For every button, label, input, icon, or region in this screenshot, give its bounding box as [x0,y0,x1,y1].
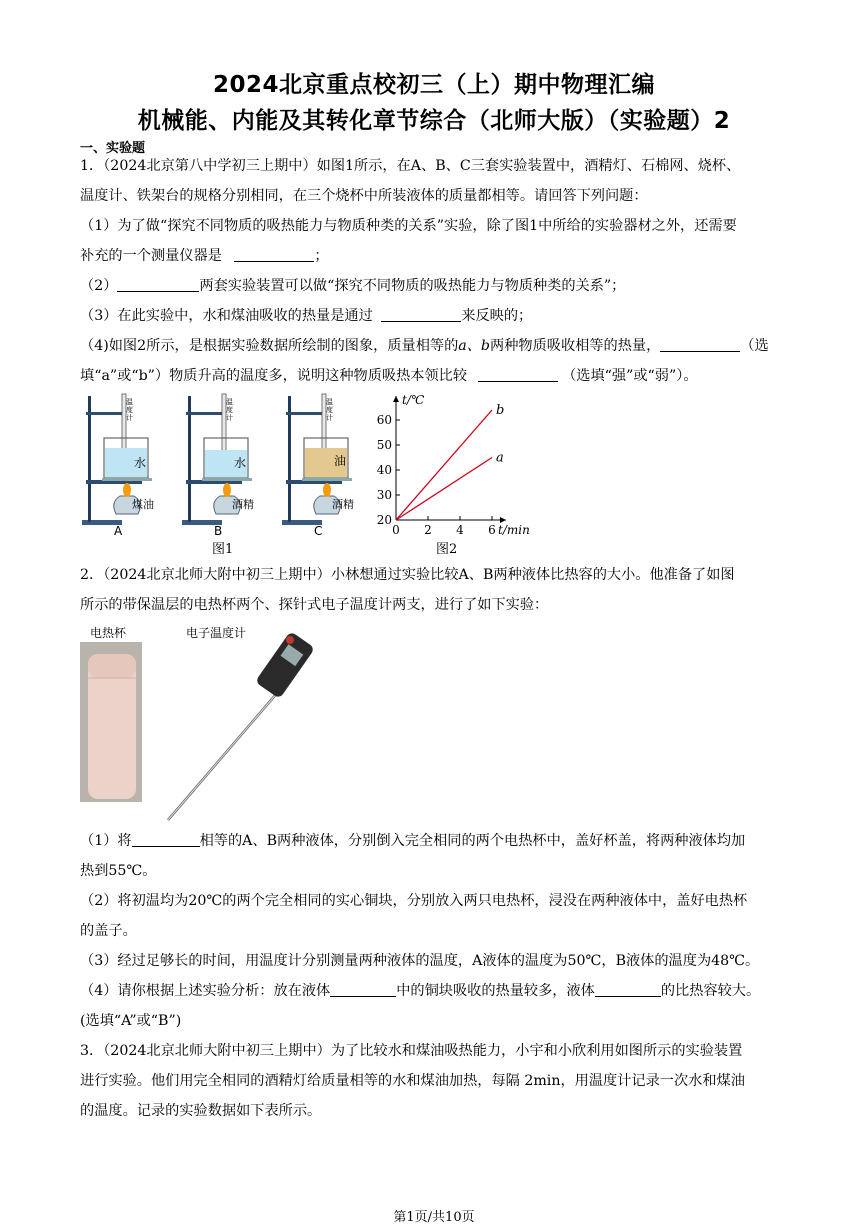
q2-part4-line-2: (选填“A”或“B”) [80,1013,182,1029]
x-tick-label: 6 [488,523,496,537]
q1-part1-end: ； [314,248,329,264]
apparatus-a-fuel-label: 煤油 [132,498,154,511]
q1-part3-text: （3）在此实验中，水和煤油吸收的热量是通过 [80,308,373,324]
chart-ticks [377,413,496,537]
apparatus-b-letter: B [214,524,223,538]
q1-part2 [80,277,792,295]
q1-part3-end: 来反映的； [461,308,533,324]
apparatus-c-fuel-label: 酒精 [332,498,354,511]
title-line-2: 机械能、内能及其转化章节综合（北师大版）（实验题）2 [137,108,731,134]
q2-part4-line-1 [80,982,792,1000]
chart-axes [393,393,530,537]
q1-part1-line-2 [80,247,792,265]
q3-line-1: 3．（2024北京北师大附中初三上期中）为了比较水和煤油吸热能力，小宇和小欣利用如图所示的实验装置 [80,1043,743,1059]
y-tick-label: 40 [376,463,392,477]
q1-part4-text-2: 填“a”或“b”）物质升高的温度多，说明这种物质吸热本领比较 [80,368,468,384]
series-label-b: b [496,403,505,418]
apparatus-c-letter: C [314,524,323,538]
q1-part4-end-2: （选填“强”或“弱”）。 [562,368,698,384]
electronic-thermometer-icon [168,631,315,820]
answer-blank[interactable] [234,247,314,262]
y-axis-label: t/℃ [402,393,425,407]
q1-part1-line-1: （1）为了做“探究不同物质的吸热能力与物质种类的关系”实验，除了图1中所给的实验器材之外，还需要 [80,218,737,234]
q1-part2-text: 两套实验装置可以做“探究不同物质的吸热能力与物质种类的关系”； [199,278,626,294]
q2-part4-end: 的比热容较大。 [660,983,761,999]
y-axis-arrow [393,396,399,402]
q3-line-2: 进行实验。他们用完全相同的酒精灯给质量相等的水和煤油加热，每隔 2min，用温度计记录一次水和煤油 [80,1073,745,1089]
answer-blank[interactable] [381,307,461,322]
electric-cup-label: 电热杯 [90,626,127,640]
x-tick-label: 0 [392,523,400,537]
figure-2-caption: 图2 [436,542,458,557]
apparatus-b-fuel-label: 酒精 [232,498,254,511]
q1-line-1: 1．（2024北京第八中学初三上期中）如图1所示，在A、B、C三套实验装置中，酒精灯、石棉网、烧杯、 [80,158,741,174]
q2-part1-text: （1）将 [80,833,132,849]
series-line-b [396,410,492,520]
q1-part4-mid: 两种物质吸收相等的热量， [490,338,661,354]
q2-part1-text-2: 相等的A、B两种液体，分别倒入完全相同的两个电热杯中，盖好杯盖，将两种液体均加 [199,833,746,849]
answer-blank[interactable] [330,982,396,997]
q2-figure [80,642,370,822]
q3-line-3: 的温度。记录的实验数据如下表所示。 [80,1103,322,1119]
q1-part3 [80,307,792,325]
q2-part2-line-2: 的盖子。 [80,923,137,939]
electronic-thermometer-label: 电子温度计 [186,626,247,640]
y-tick-label: 20 [376,513,392,527]
apparatus-a-thermometer-label: 温度计 [126,398,133,422]
q1-part4-text: （4)如图2所示，是根据实验数据所绘制的图象，质量相等的 [80,338,459,354]
y-tick-label: 30 [376,488,392,502]
apparatus-c-liquid-label: 油 [334,454,347,468]
apparatus-b-thermometer-label: 温度计 [226,398,233,422]
q1-part4-line-2 [80,367,792,385]
apparatus-a-letter: A [114,524,123,538]
q2-line-1: 2．（2024北京北师大附中初三上期中）小林想通过实验比较A、B两种液体比热容的大小。他准备了如图 [80,567,735,583]
page-footer: 第1页/共10页 [393,1210,475,1225]
answer-blank[interactable] [595,982,661,997]
q2-part3: （3）经过足够长的时间，用温度计分别测量两种液体的温度，A液体的温度为50℃，B液体的温度为48℃。 [80,953,760,969]
x-tick-label: 2 [424,523,432,537]
y-tick-label: 50 [376,438,392,452]
q2-part1-line-2: 热到55℃。 [80,863,157,879]
q2-part2-line-1: （2）将初温均为20℃的两个完全相同的实心铜块，分别放入两只电热杯，浸没在两种液体中，盖好电热杯 [80,893,748,909]
q1-part1-text: 补充的一个测量仪器是 [80,248,222,264]
x-axis-label: t/min [498,523,530,537]
section-heading: 一、实验题 [80,141,146,156]
q2-part1-line-1 [80,832,792,850]
flame [123,483,131,497]
answer-blank[interactable] [478,367,558,382]
apparatus-b-liquid-label: 水 [234,456,247,470]
figure-2-chart [364,392,530,542]
q2-line-2: 所示的带保温层的电热杯两个、探针式电子温度计两支，进行了如下实验： [80,597,549,613]
q1-part4-ab: a、b [458,338,491,354]
wire-gauze [102,478,152,481]
apparatus-a-liquid-label: 水 [134,456,147,470]
q2-part4-text: （4）请你根据上述实验分析：放在液体 [80,983,331,999]
answer-blank[interactable] [132,832,200,847]
q1-part4-end: （选 [740,338,769,354]
q2-part4-mid: 中的铜块吸收的热量较多，液体 [396,983,595,999]
y-tick-label: 60 [376,413,392,427]
answer-blank[interactable] [660,337,740,352]
chart-series [396,403,504,520]
figure-1-caption: 图1 [212,542,234,557]
answer-blank[interactable] [117,277,199,292]
x-tick-label: 4 [456,523,464,537]
q1-part2-number: （2） [80,278,118,294]
series-label-a: a [496,450,504,466]
title-line-1: 2024北京重点校初三（上）期中物理汇编 [212,72,655,98]
apparatus-c-thermometer-label: 温度计 [326,398,333,422]
series-line-a [396,458,492,521]
q1-line-2: 温度计、铁架台的规格分别相同，在三个烧杯中所装液体的质量都相等。请回答下列问题： [80,188,648,204]
q1-part4-line-1 [80,337,792,355]
